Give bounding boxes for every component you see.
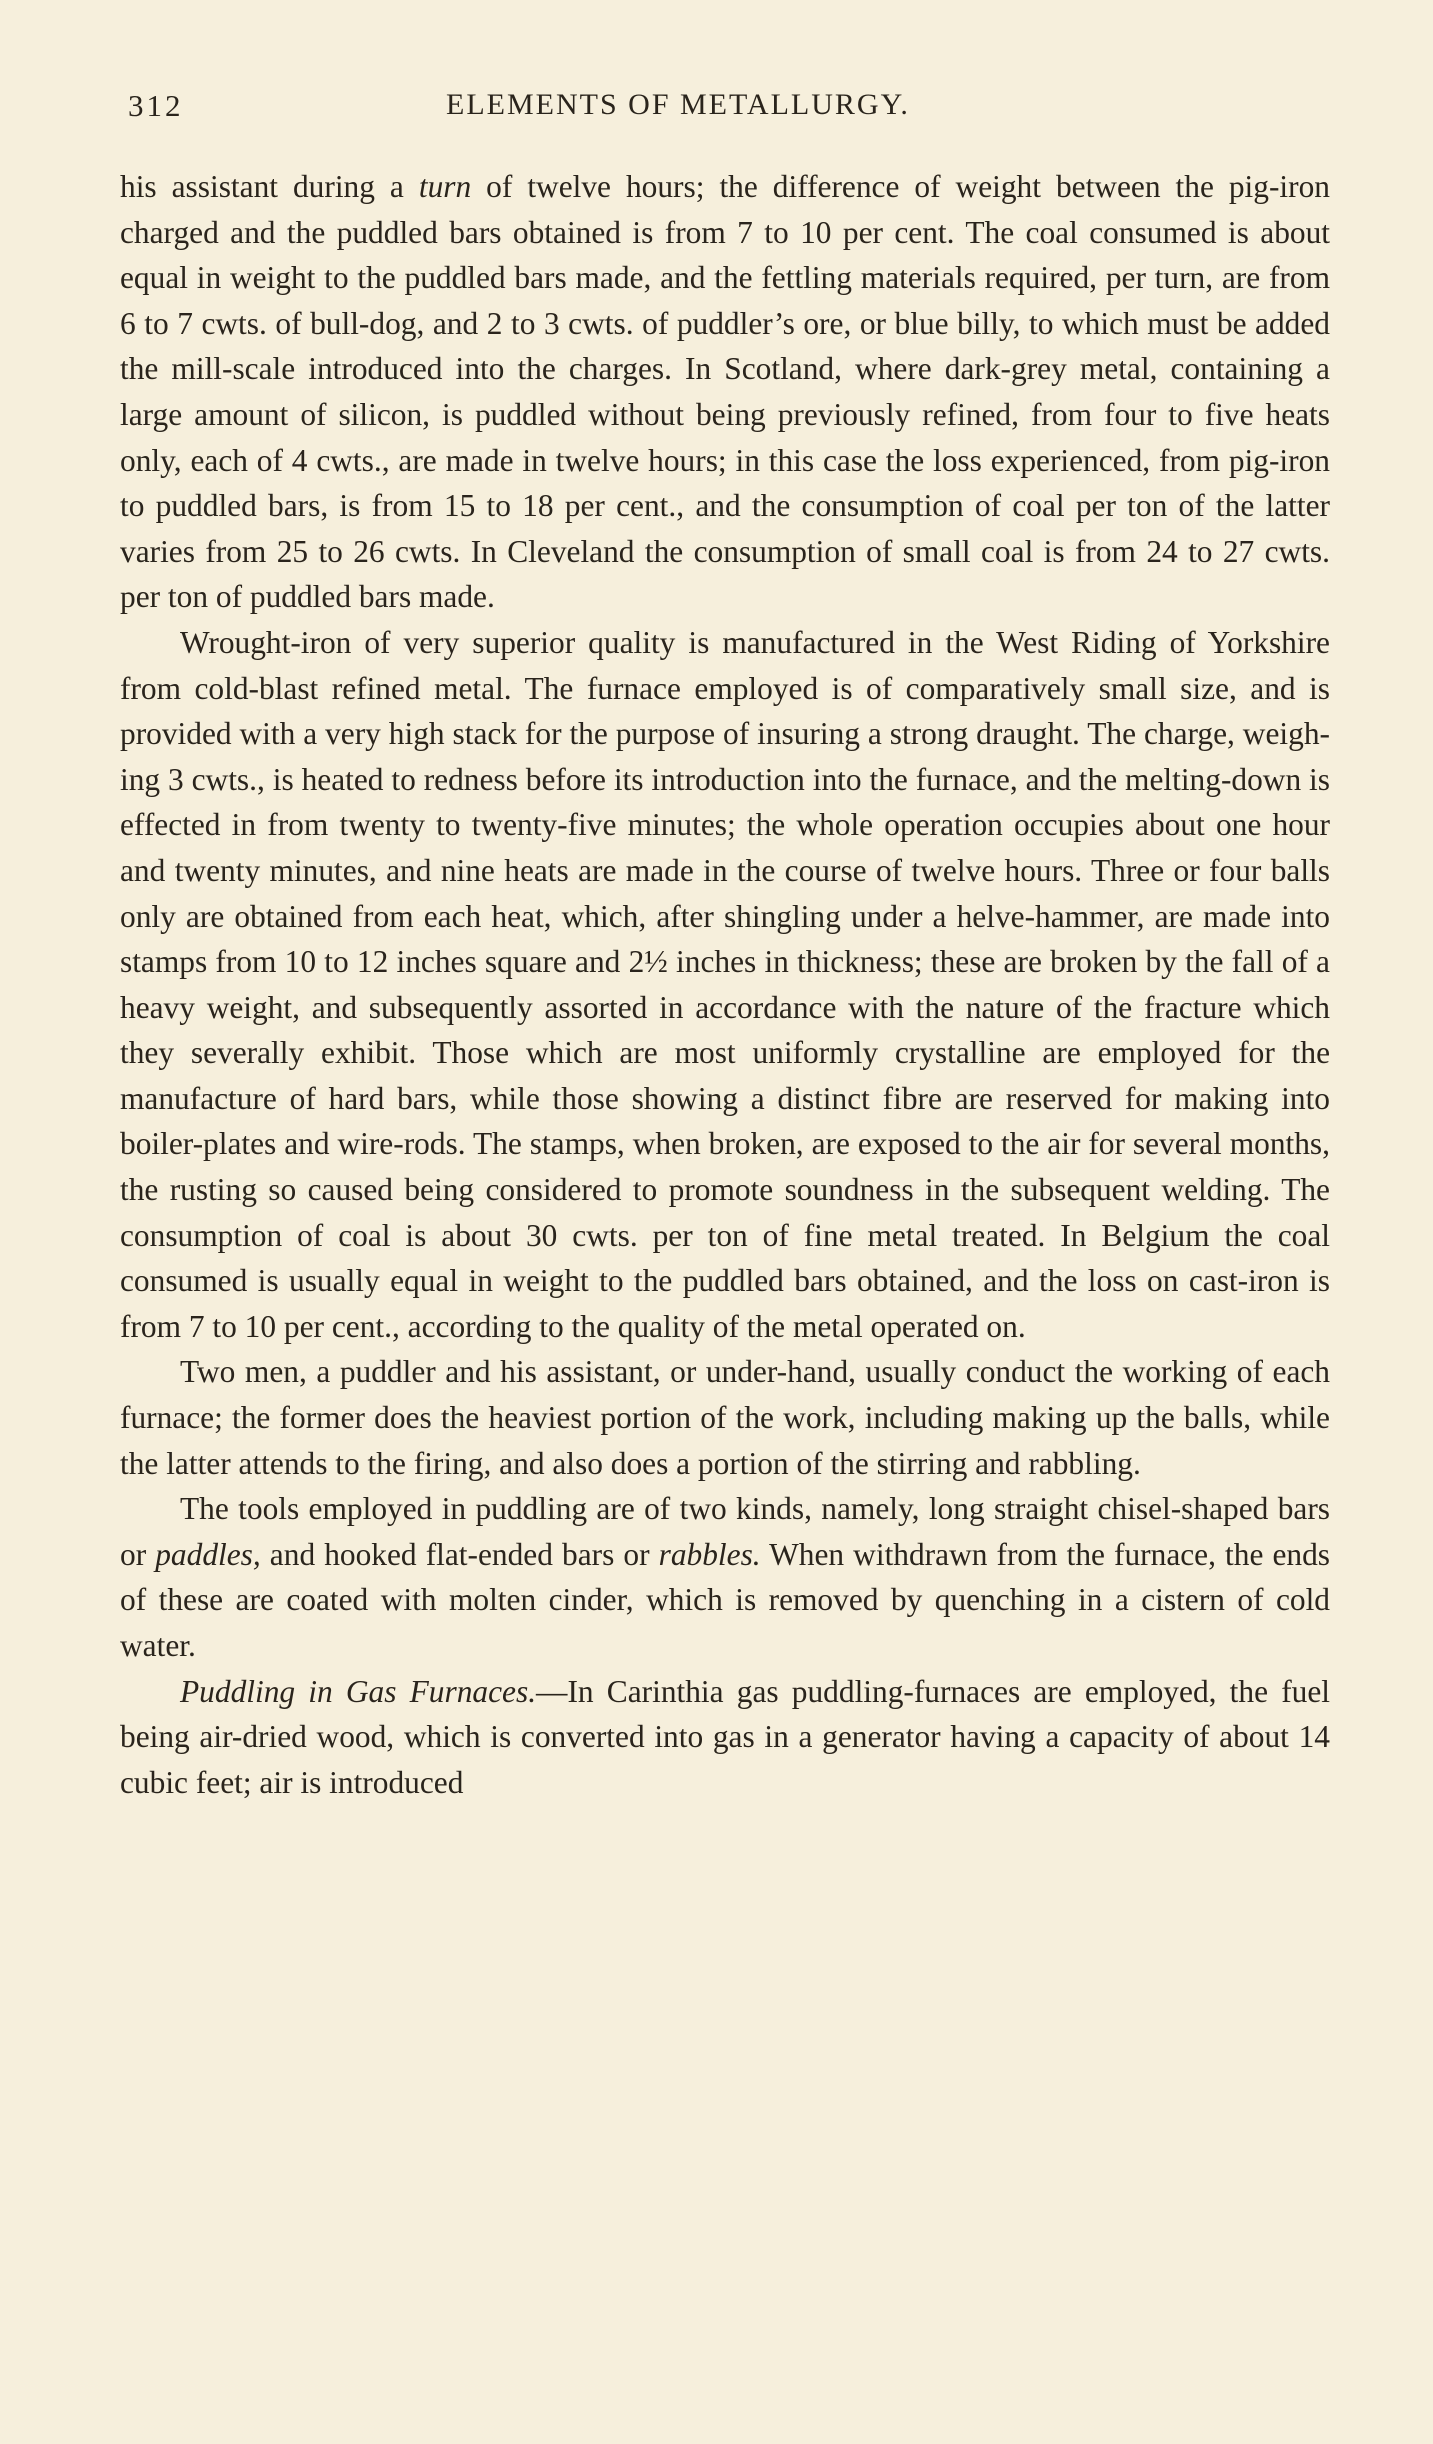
italic-term: paddles, <box>155 1536 261 1572</box>
paragraph <box>120 1486 1330 1668</box>
text-segment: The tools employed in puddling are of two kinds, namely, long straight chisel-shaped bars or <box>120 1491 1330 1572</box>
text-segment: —In Carinthia gas puddling-furnaces are employed, the fuel being air-dried wood, which is converted into gas in a generator having a capacity of about 14 cubic feet; air is introduced <box>120 1673 1330 1800</box>
running-title: ELEMENTS OF METALLURGY. <box>446 88 910 121</box>
paragraph <box>120 1669 1330 1806</box>
text-segment: Two men, a puddler and his assistant, or under-hand, usually conduct the working of each furnace; the former does the heaviest portion of the work, including making up the balls, while the latter attends to the firing, and also does a portion of the stirring and rabbling. <box>120 1354 1330 1481</box>
italic-term: rabbles. <box>658 1536 761 1572</box>
italic-term: turn <box>418 169 472 204</box>
section-heading: Puddling in Gas Furnaces. <box>180 1673 537 1709</box>
paragraph <box>120 164 1330 620</box>
text-segment: When withdrawn from the furnace, the ends of these are coated with molten cinder, which is removed by quenching in a cistern of cold water. <box>120 1536 1331 1663</box>
page-number: 312 <box>128 88 184 123</box>
body-text <box>120 164 1330 1805</box>
text-segment: Wrought-iron of very superior quality is manufactured in the West Riding of Yorkshire from cold-blast refined metal. The furnace employed is of comparatively small size, and is provided with a very high stack for the purpose of insuring a strong draught. The charge, weighing 3 cwts., is heated to redness before its introduction into the furnace, and the melting-down is effected in from twenty to twenty-five minutes; the whole operation occupies about one hour and twenty minutes, and nine heats are made in the course of twelve hours. Three or four balls only are obtained from each heat, which, after shingling under a helve-hammer, are made into stamps from 10 to 12 inches square and 2½ inches in thickness; these are broken by the fall of a heavy weight, and subsequently assorted in accordance with the nature of the fracture which they severally exhibit. Those which are most uniformly crystalline are employed for the manufacture of hard bars, while those showing a distinct fibre are reserved for making into boiler-plates and wire-rods. The stamps, when broken, are exposed to the air for several months, the rusting so caused being considered to promote soundness in the subsequent welding. The consumption of coal is about 30 cwts. per ton of fine metal treated. In Belgium the coal consumed is usually equal in weight to the puddled bars obtained, and the loss on cast-iron is from 7 to 10 per cent., according to the quality of the metal operated on. <box>120 624 1330 1344</box>
paragraph <box>120 620 1330 1350</box>
paragraph <box>120 1349 1330 1486</box>
page-header <box>128 88 1328 128</box>
text-segment: of twelve hours; the difference of weight between the pig-iron charged and the puddled bars obtained is from 7 to 10 per cent. The coal consumed is about equal in weight to the puddled bars made, and the fettling materials required, per turn, are from 6 to 7 cwts. of bull-dog, and 2 to 3 cwts. of puddler’s ore, or blue billy, to which must be added the mill-scale introduced into the charges. In Scotland, where dark-grey metal, containing a large amount of silicon, is puddled without being previously refined, from four to five heats only, each of 4 cwts., are made in twelve hours; in this case the loss experienced, from pig-iron to puddled bars, is from 15 to 18 per cent., and the consumption of coal per ton of the latter varies from 25 to 26 cwts. In Cleveland the consumption of small coal is from 24 to 27 cwts. per ton of puddled bars made. <box>120 169 1330 615</box>
text-segment: and hooked flat-ended bars or <box>260 1536 659 1572</box>
text-segment: his assistant during a <box>120 169 419 204</box>
